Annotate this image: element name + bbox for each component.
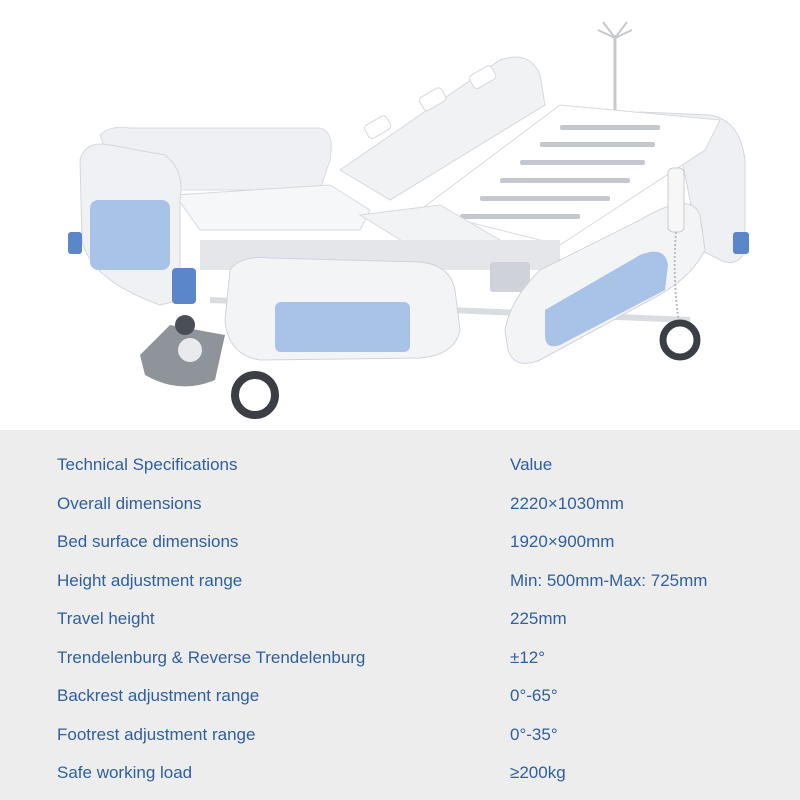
- table-row: [0, 758, 800, 788]
- spec-value: ≥200kg: [510, 763, 566, 782]
- header-value-column: Value: [510, 455, 553, 474]
- spec-value: 2220×1030mm: [510, 494, 624, 513]
- spec-value: 0°-65°: [510, 686, 558, 705]
- table-row: [0, 643, 800, 673]
- spec-value: 0°-35°: [510, 725, 558, 744]
- spec-table: [0, 430, 800, 800]
- spec-value: ±12°: [510, 648, 546, 667]
- spec-name: Bed surface dimensions: [57, 532, 239, 551]
- table-header-row: [0, 450, 800, 480]
- table-row: [0, 720, 800, 750]
- spec-name: Trendelenburg & Reverse Trendelenburg: [57, 648, 366, 667]
- spec-name: Safe working load: [57, 763, 193, 782]
- spec-value: 1920×900mm: [510, 532, 615, 551]
- table-row: [0, 489, 800, 519]
- spec-value: Min: 500mm-Max: 725mm: [510, 571, 708, 590]
- spec-name: Height adjustment range: [57, 571, 243, 590]
- spec-name: Footrest adjustment range: [57, 725, 256, 744]
- table-row: [0, 681, 800, 711]
- spec-name: Backrest adjustment range: [57, 686, 260, 705]
- end-board-left: [68, 144, 196, 305]
- spec-name: Overall dimensions: [57, 494, 202, 513]
- iv-pole: [598, 22, 632, 118]
- header-name-column: Technical Specifications: [57, 455, 238, 474]
- table-row: [0, 527, 800, 557]
- table-row: [0, 604, 800, 634]
- spec-name: Travel height: [57, 609, 155, 628]
- spec-value: 225mm: [510, 609, 567, 628]
- table-row: [0, 566, 800, 596]
